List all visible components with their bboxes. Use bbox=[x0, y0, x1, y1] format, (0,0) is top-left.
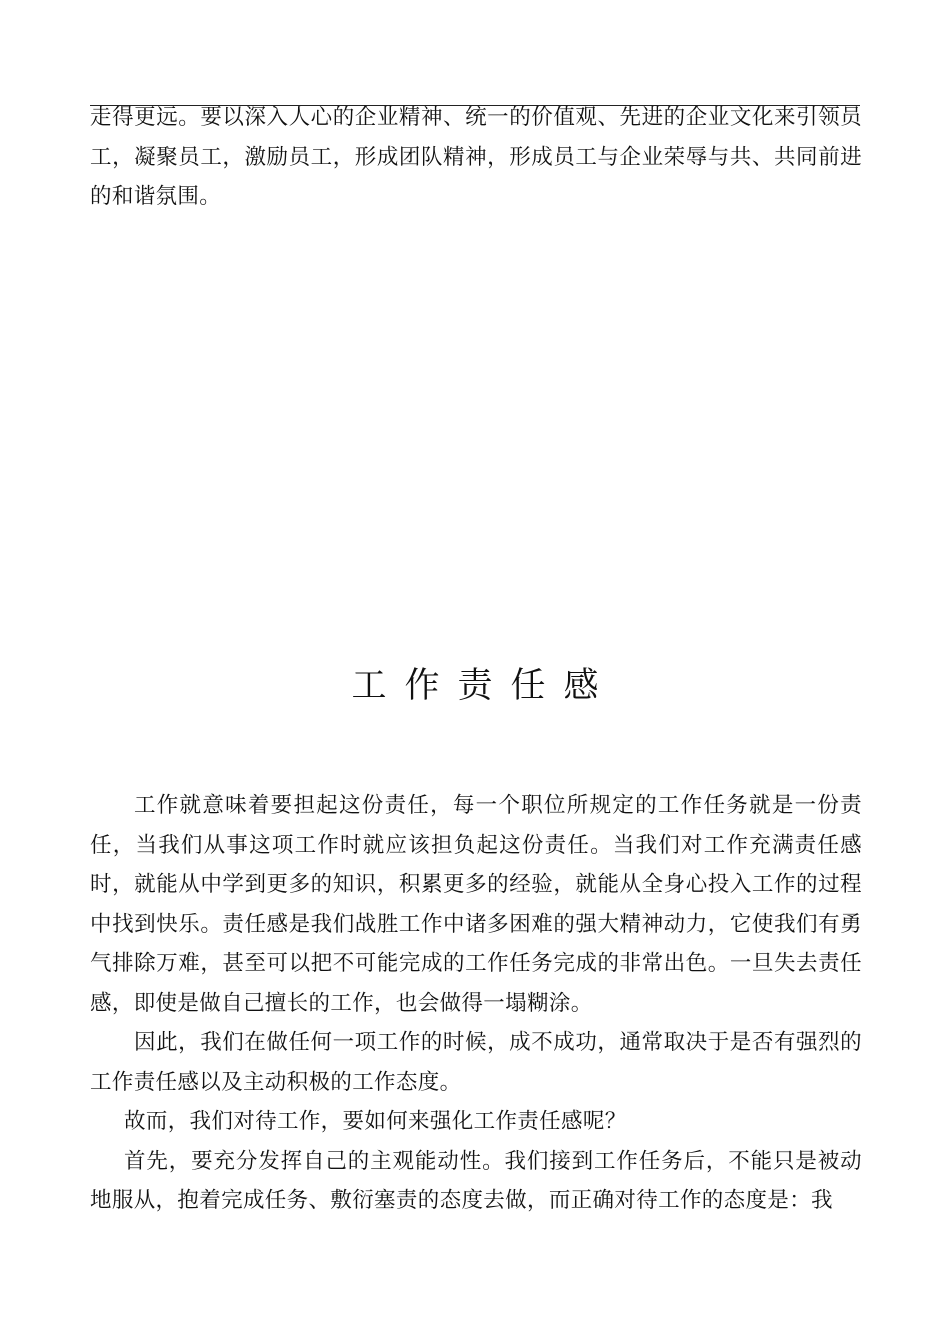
continued-paragraph: 走得更远。要以深入人心的企业精神、统一的价值观、先进的企业文化来引领员工，凝聚员工，激励员工，形成团队精神，形成员工与企业荣辱与共、共同前进的和谐氛围。 bbox=[90, 105, 862, 209]
section-title: 工作责任感 bbox=[351, 666, 617, 706]
paragraph: 故而，我们对待工作，要如何来强化工作责任感呢？ bbox=[124, 1109, 627, 1134]
paragraph: 因此，我们在做任何一项工作的时候，成不成功，通常取决于是否有强烈的工作责任感以及主动积极的工作态度。 bbox=[90, 1030, 862, 1095]
paragraph: 工作就意味着要担起这份责任，每一个职位所规定的工作任务就是一份责任，当我们从事这项工作时就应该担负起这份责任。当我们对工作充满责任感时，就能从中学到更多的知识，积累更多的经验，就能从全身心投入工作的过程中找到快乐。责任感是我们战胜工作中诸多困难的强大精神动力，它使我们有勇气排除万难，甚至可以把不可能完成的工作任务完成的非常出色。一旦失去责任感，即使是做自己擅长的工作，也会做得一塌糊涂。 bbox=[90, 793, 862, 1016]
paragraph: 首先，要充分发挥自己的主观能动性。我们接到工作任务后，不能只是被动地服从，抱着完成任务、敷衍塞责的态度去做，而正确对待工作的态度是：我 bbox=[90, 1148, 862, 1213]
body-text bbox=[90, 786, 862, 1221]
